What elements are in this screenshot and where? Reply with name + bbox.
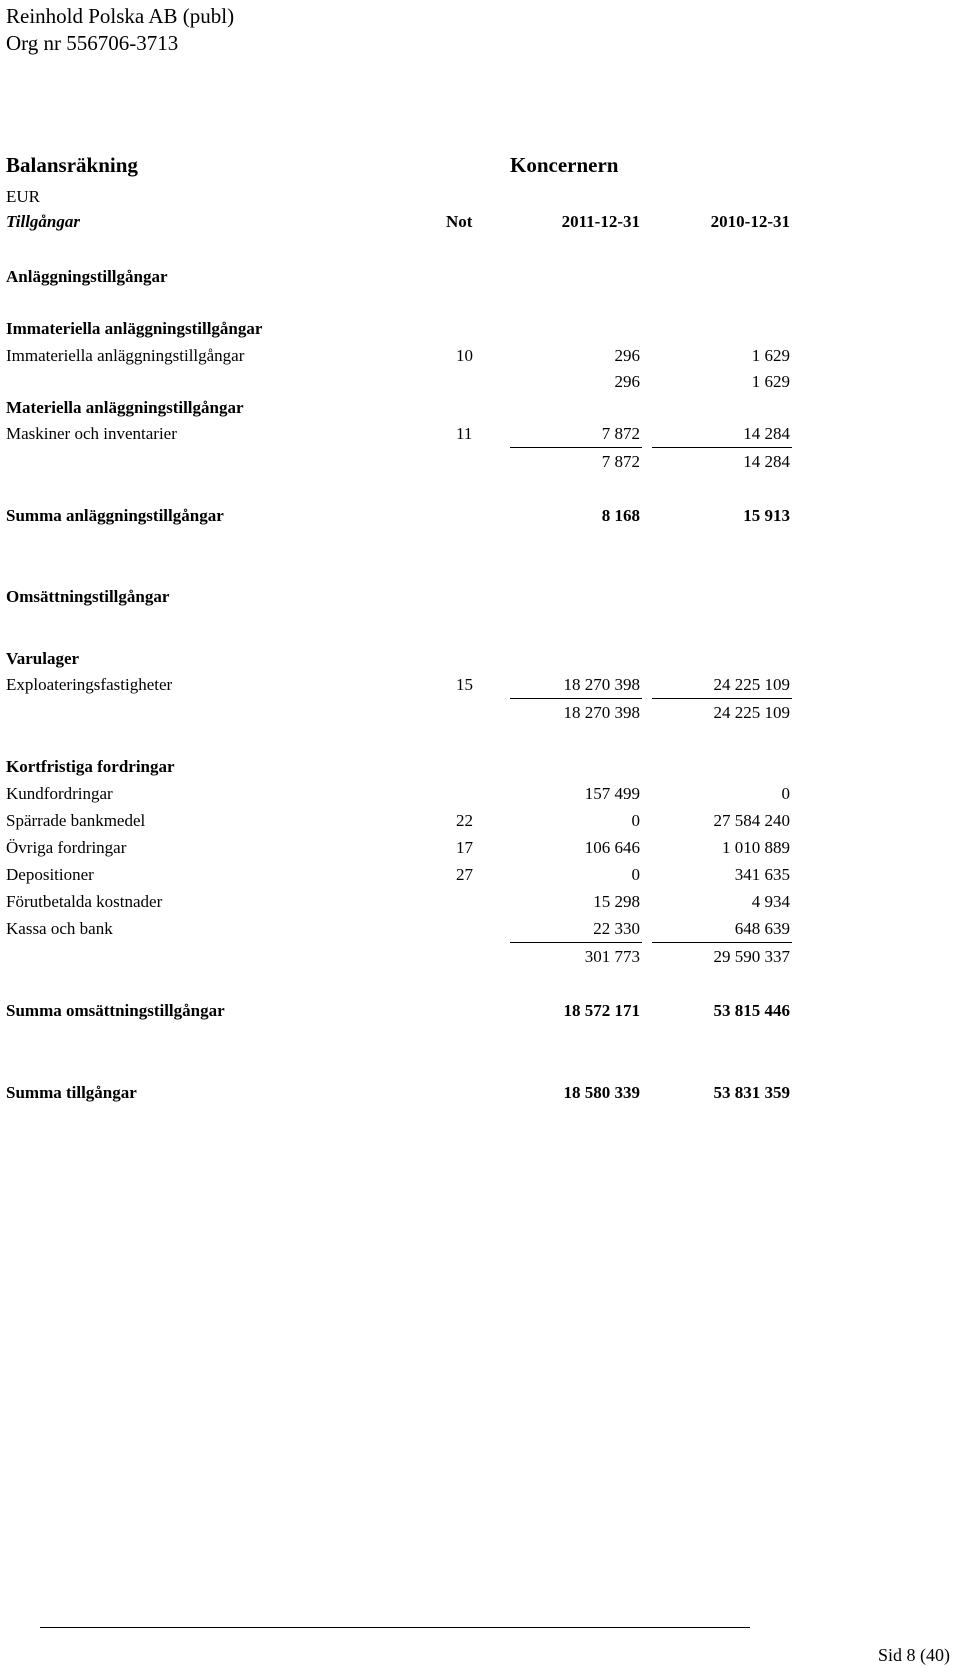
- underline: [652, 447, 792, 448]
- total-2011: 8 168: [601, 506, 640, 525]
- section-title: Tillgångar: [6, 212, 80, 231]
- grand-total-2010: 53 831 359: [713, 1083, 790, 1102]
- row-value-2010: 4 934: [751, 892, 790, 911]
- row-value-2011: 7 872: [601, 424, 640, 443]
- row-label: Maskiner och inventarier: [6, 424, 177, 443]
- total-2011: 18 572 171: [563, 1001, 640, 1020]
- total-2010: 15 913: [743, 506, 790, 525]
- row-note: 22: [456, 811, 473, 830]
- underline: [510, 447, 642, 448]
- row-value-2010: 1 629: [751, 346, 790, 365]
- org-number: Org nr 556706-3713: [6, 31, 179, 55]
- row-value-2010: 1 010 889: [722, 838, 790, 857]
- row-value-2010: 14 284: [743, 424, 790, 443]
- row-label: Övriga fordringar: [6, 838, 127, 857]
- row-value-2011: 15 298: [593, 892, 640, 911]
- section-heading-fixed-assets: Anläggningstillgångar: [6, 267, 168, 286]
- row-label: Förutbetalda kostnader: [6, 892, 163, 911]
- subtotal-2010: 14 284: [743, 452, 790, 471]
- row-note: 10: [456, 346, 473, 365]
- row-value-2011: 0: [631, 865, 640, 884]
- row-value-2011: 0: [631, 811, 640, 830]
- subtotal-2011: 7 872: [601, 452, 640, 471]
- row-value-2011: 106 646: [584, 838, 640, 857]
- subtotal-2011: 296: [614, 372, 640, 391]
- footer-divider: [40, 1627, 750, 1628]
- row-label: Depositioner: [6, 865, 94, 884]
- underline: [652, 698, 792, 699]
- company-name: Reinhold Polska AB (publ): [6, 4, 235, 28]
- underline: [652, 942, 792, 943]
- row-label: Kundfordringar: [6, 784, 113, 803]
- grand-total-2011: 18 580 339: [563, 1083, 640, 1102]
- subtotal-2010: 24 225 109: [713, 703, 790, 722]
- row-note: 15: [456, 675, 473, 694]
- total-2010: 53 815 446: [713, 1001, 790, 1020]
- underline: [510, 942, 642, 943]
- row-value-2010: 27 584 240: [713, 811, 790, 830]
- total-label: Summa anläggningstillgångar: [6, 506, 224, 525]
- subheading-receivables: Kortfristiga fordringar: [6, 757, 175, 776]
- column-header-2011: 2011-12-31: [561, 212, 640, 231]
- row-label: Kassa och bank: [6, 919, 113, 938]
- page-number: Sid 8 (40): [878, 1645, 950, 1665]
- subheading-tangible-assets: Materiella anläggningstillgångar: [6, 398, 244, 417]
- column-header-2010: 2010-12-31: [710, 212, 790, 231]
- grand-total-label: Summa tillgångar: [6, 1083, 137, 1102]
- subtotal-2010: 29 590 337: [713, 947, 790, 966]
- subtotal-2011: 301 773: [584, 947, 640, 966]
- subtotal-2011: 18 270 398: [563, 703, 640, 722]
- column-header-note: Not: [446, 212, 473, 231]
- row-note: 27: [456, 865, 473, 884]
- subheading-inventory: Varulager: [6, 649, 80, 668]
- statement-title: Balansräkning: [6, 153, 138, 177]
- row-note: 17: [456, 838, 473, 857]
- row-value-2011: 296: [614, 346, 640, 365]
- currency-label: EUR: [6, 187, 40, 206]
- total-label: Summa omsättningstillgångar: [6, 1001, 225, 1020]
- row-value-2010: 648 639: [734, 919, 790, 938]
- row-value-2010: 0: [781, 784, 790, 803]
- row-label: Exploateringsfastigheter: [6, 675, 173, 694]
- row-value-2011: 18 270 398: [563, 675, 640, 694]
- underline: [510, 698, 642, 699]
- row-label: Immateriella anläggningstillgångar: [6, 346, 245, 365]
- row-label: Spärrade bankmedel: [6, 811, 146, 830]
- row-value-2011: 22 330: [593, 919, 640, 938]
- subheading-intangible-assets: Immateriella anläggningstillgångar: [6, 319, 263, 338]
- row-value-2011: 157 499: [584, 784, 640, 803]
- row-value-2010: 341 635: [734, 865, 790, 884]
- row-value-2010: 24 225 109: [713, 675, 790, 694]
- section-heading-current-assets: Omsättningstillgångar: [6, 587, 170, 606]
- group-title: Koncernern: [510, 153, 619, 177]
- subtotal-2010: 1 629: [751, 372, 790, 391]
- row-note: 11: [456, 424, 473, 443]
